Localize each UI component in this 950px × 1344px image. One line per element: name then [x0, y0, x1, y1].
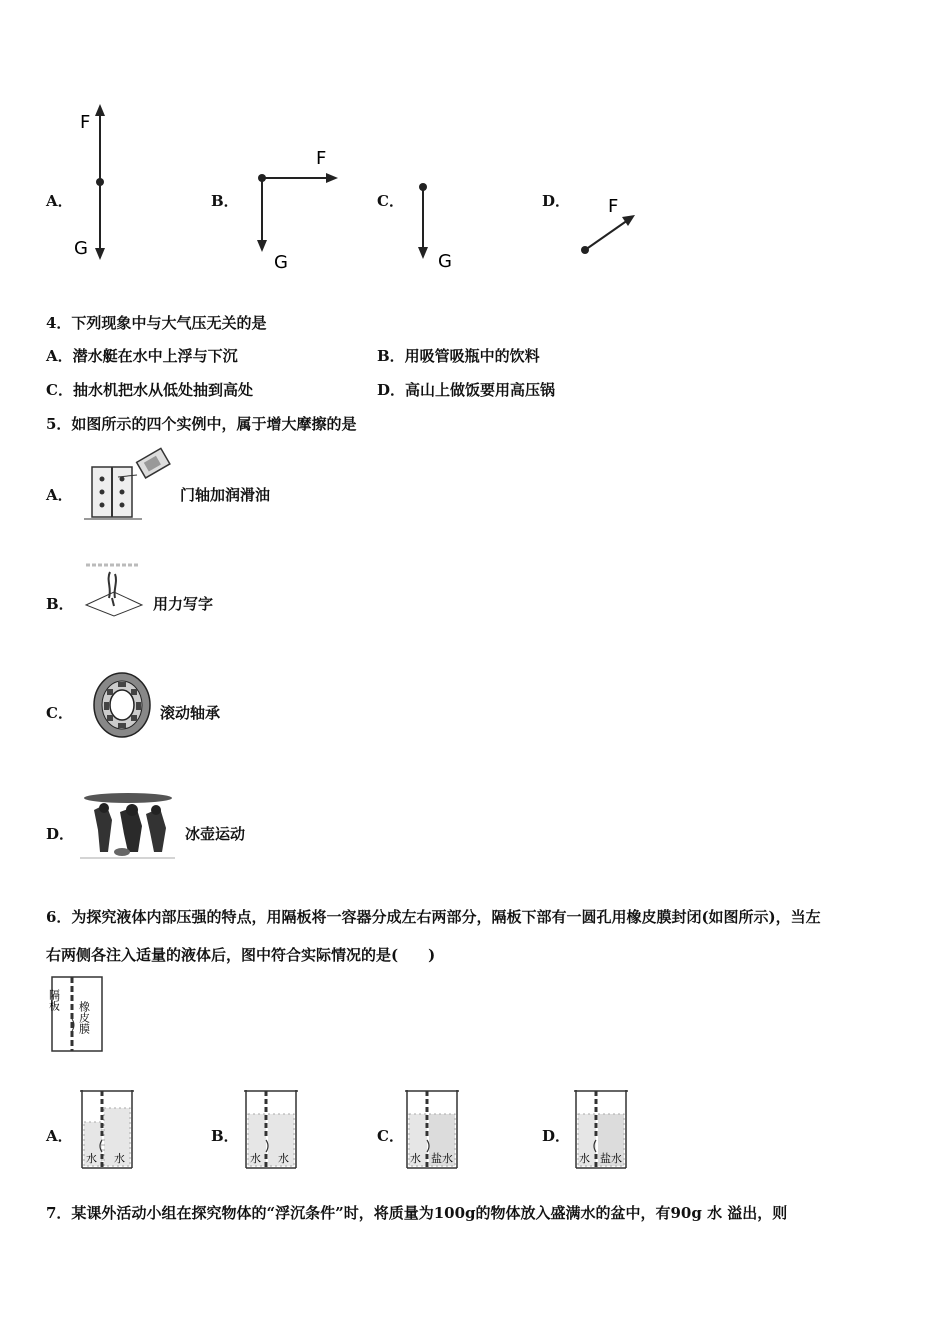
q3-option-c-label[interactable]: C．	[377, 192, 404, 210]
curling-image	[80, 790, 175, 862]
q6-stem-line1: 6．为探究液体内部压强的特点，用隔板将一容器分成左右两部分，隔板下部有一圆孔用橡皮膜封闭(如图所示)，当左	[46, 908, 821, 926]
liquid-left-label: 水	[410, 1152, 421, 1165]
liquid-left-label: 水	[86, 1152, 97, 1165]
force-g-label: G	[274, 252, 288, 273]
force-g-label: G	[438, 251, 452, 272]
liquid-right-label: 水	[114, 1152, 125, 1165]
q6-option-a-label[interactable]: A．	[46, 1127, 73, 1145]
q5-option-b-label[interactable]: B．	[46, 595, 74, 613]
q6-option-d-label[interactable]: D．	[542, 1127, 571, 1145]
force-f-label: F	[80, 112, 91, 133]
q3-option-d-label[interactable]: D．	[542, 192, 571, 210]
handwriting-image	[82, 560, 147, 620]
q4-option-d[interactable]: D．高山上做饭要用高压锅	[377, 381, 556, 399]
q5-option-b-text: 用力写字	[153, 595, 214, 613]
liquid-left-label: 水	[250, 1152, 261, 1165]
q3-option-b-label[interactable]: B．	[211, 192, 239, 210]
q4-stem: 4．下列现象中与大气压无关的是	[46, 314, 267, 332]
q5-option-d-text: 冰壶运动	[185, 825, 246, 843]
door-hinge-oil-image	[82, 447, 177, 522]
q5-option-d-label[interactable]: D．	[46, 825, 75, 843]
q3-option-c-diagram	[410, 175, 470, 275]
liquid-right-label: 盐水	[600, 1152, 622, 1165]
partition-label: 隔板	[47, 989, 61, 1011]
force-g-label: G	[74, 238, 88, 259]
roller-bearing-image	[90, 670, 155, 740]
q3-option-d-diagram	[570, 190, 650, 260]
q4-option-a[interactable]: A．潜水艇在水中上浮与下沉	[46, 347, 238, 365]
q6-option-d-diagram	[574, 1088, 630, 1170]
q4-option-b[interactable]: B．用吸管吸瓶中的饮料	[377, 347, 540, 365]
q3-option-a-diagram	[72, 100, 132, 270]
q3-option-b-diagram	[250, 140, 350, 275]
membrane-label: 橡皮膜	[77, 1001, 91, 1034]
q4-option-c[interactable]: C．抽水机把水从低处抽到高处	[46, 381, 253, 399]
q6-option-c-diagram	[405, 1088, 461, 1170]
liquid-right-label: 盐水	[431, 1152, 453, 1165]
q6-option-a-diagram	[80, 1088, 136, 1170]
q6-option-c-label[interactable]: C．	[377, 1127, 404, 1145]
q5-option-a-label[interactable]: A．	[46, 486, 73, 504]
liquid-left-label: 水	[579, 1152, 590, 1165]
q6-option-b-label[interactable]: B．	[211, 1127, 239, 1145]
q6-stem-line2: 右两侧各注入适量的液体后，图中符合实际情况的是( )	[46, 946, 436, 964]
container-partition-diagram	[47, 975, 106, 1055]
q6-option-b-diagram	[244, 1088, 300, 1170]
q5-option-a-text: 门轴加润滑油	[180, 486, 271, 504]
q5-option-c-label[interactable]: C．	[46, 704, 73, 722]
q5-option-c-text: 滚动轴承	[160, 704, 221, 722]
liquid-right-label: 水	[278, 1152, 289, 1165]
q7-stem: 7．某课外活动小组在探究物体的“浮沉条件”时，将质量为100g的物体放入盛满水的盆中，有90g 水 溢出，则	[46, 1204, 788, 1222]
q3-option-a-label[interactable]: A．	[46, 192, 73, 210]
force-f-label: F	[316, 148, 327, 169]
q5-stem: 5．如图所示的四个实例中，属于增大摩擦的是	[46, 415, 357, 433]
force-f-label: F	[608, 196, 619, 217]
